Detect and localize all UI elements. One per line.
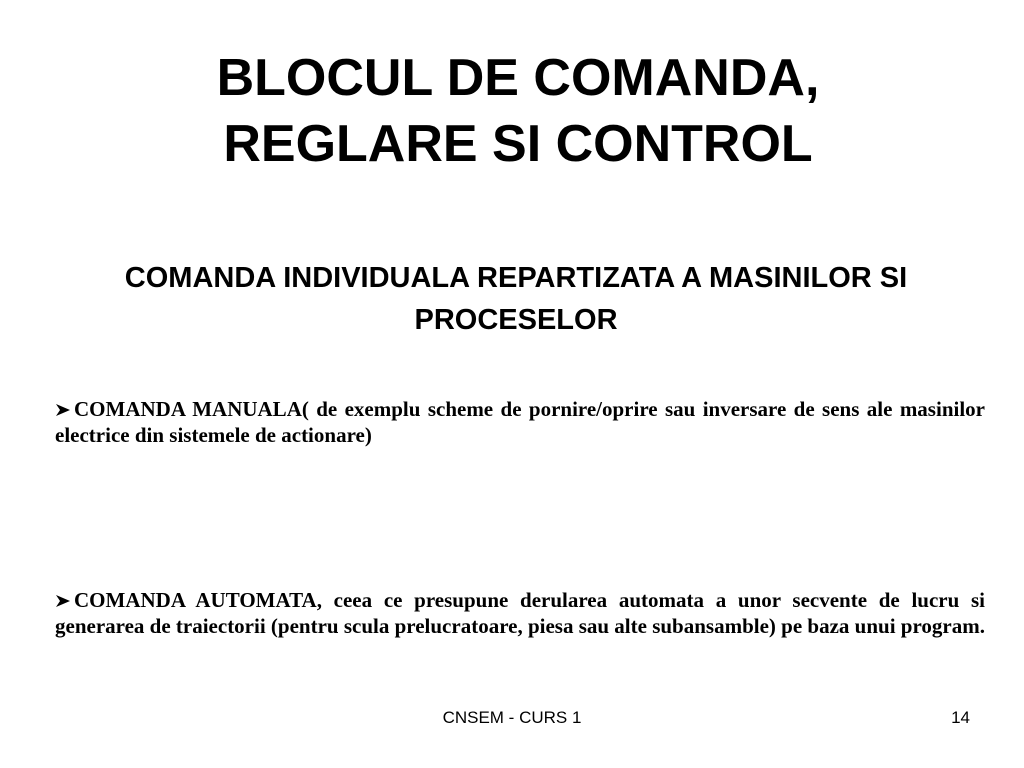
footer-course-label: CNSEM - CURS 1 <box>442 708 582 727</box>
arrow-bullet-icon <box>55 594 71 608</box>
slide-title-line1: BLOCUL DE COMANDA, <box>216 49 820 107</box>
bullet-item-manual <box>55 396 985 448</box>
subtitle-line1: COMANDA INDIVIDUALA REPARTIZATA A MASINILOR SI <box>124 262 908 294</box>
bullet-text-automatic: COMANDA AUTOMATA, ceea ce presupune derularea automata a unor secvente de lucru si generarea de traiectorii (pentru scula prelucratoare, piesa sau alte subansamble) pe baza unui program. <box>55 588 985 638</box>
arrow-bullet-icon <box>55 403 71 417</box>
slide-title-line2: REGLARE SI CONTROL <box>223 115 813 173</box>
subtitle-line2: PROCESELOR <box>414 304 618 336</box>
bullet-text-manual: COMANDA MANUALA( de exemplu scheme de pornire/oprire sau inversare de sens ale masinilor electrice din sistemele de actionare) <box>55 397 985 447</box>
page-number: 14 <box>951 708 970 727</box>
bullet-item-automatic <box>55 587 985 639</box>
